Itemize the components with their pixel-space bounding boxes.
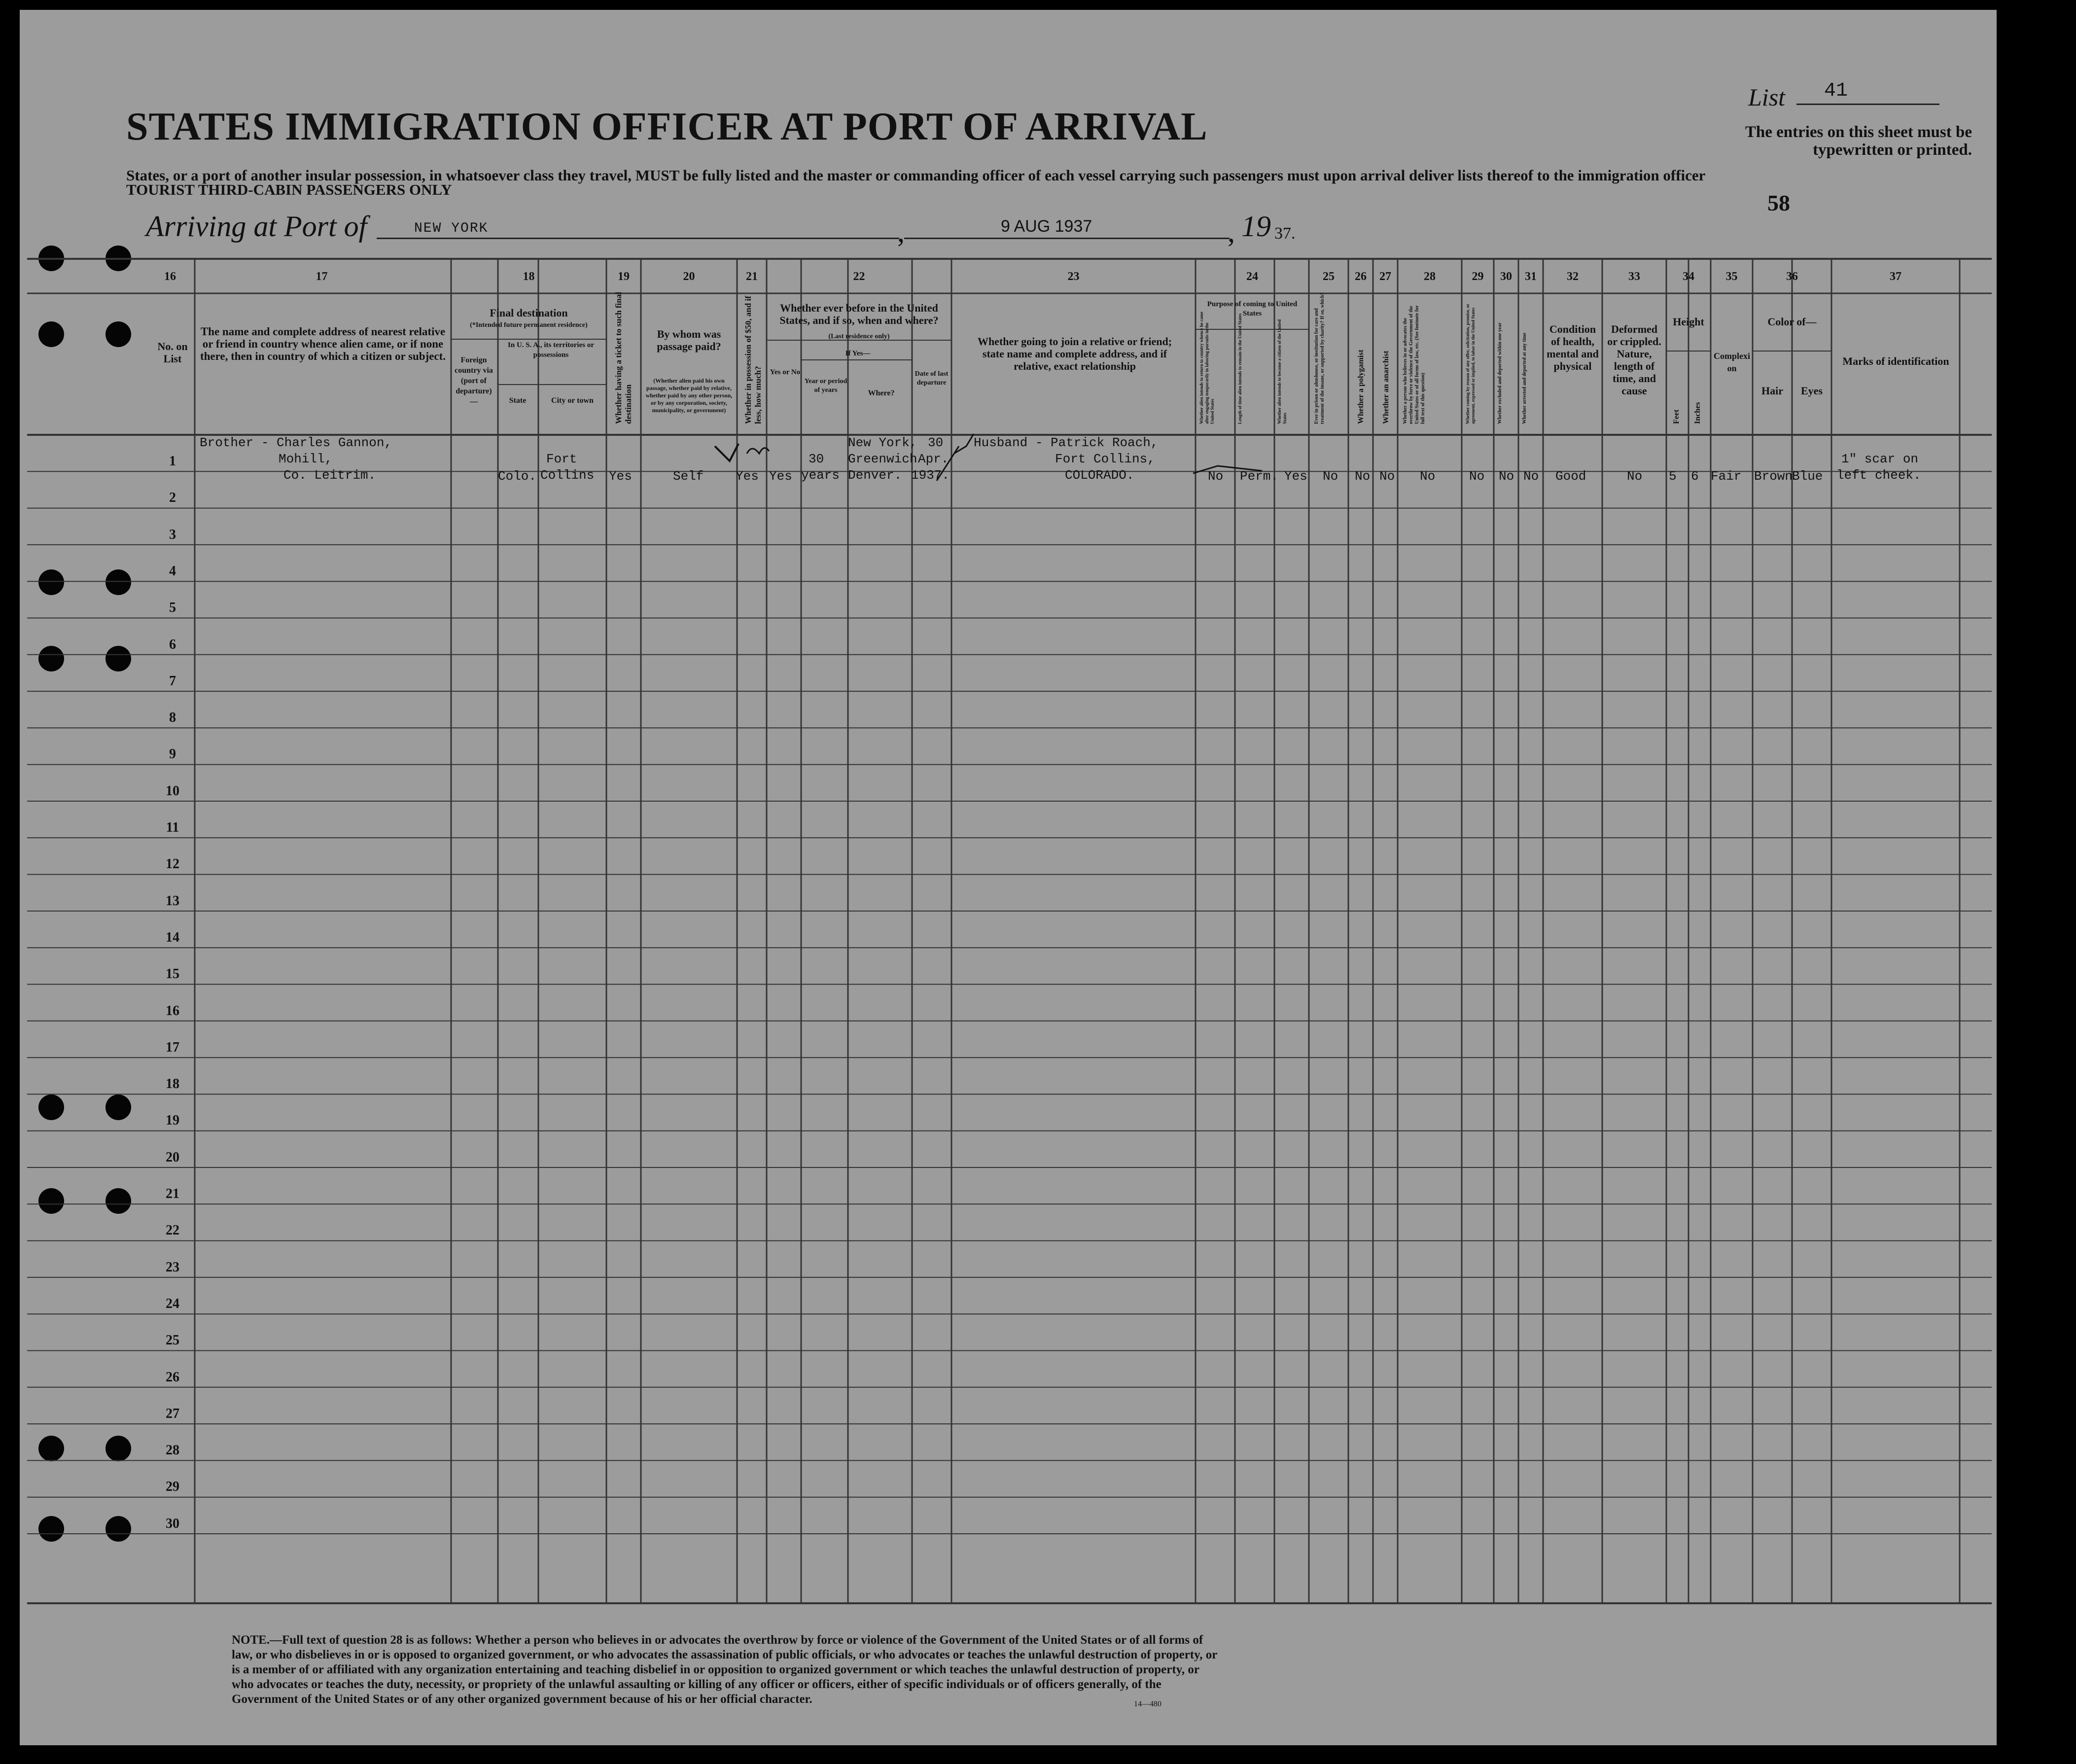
col-num-24: 24 (1246, 270, 1258, 283)
row-number: 15 (166, 966, 179, 982)
header-inches: Inches (1693, 402, 1702, 424)
entry-feet: 5 (1669, 469, 1677, 484)
col-num-23: 23 (1067, 270, 1080, 283)
col-num-27: 27 (1379, 270, 1391, 283)
row-number: 5 (169, 600, 176, 616)
col-num-22: 22 (853, 270, 865, 283)
entry-city-line1: Fort (546, 452, 577, 466)
header-if-yes: If Yes— (845, 350, 871, 357)
row-number: 7 (169, 673, 176, 689)
entry-where-line3: Denver. (848, 468, 902, 483)
row-number: 1 (169, 454, 176, 469)
row-number: 16 (166, 1003, 179, 1019)
header-period: Year or period of years (804, 378, 847, 394)
header-color-of: Color of— (1767, 316, 1817, 328)
col-num-36: 36 (1786, 270, 1798, 283)
row-number: 20 (166, 1149, 179, 1165)
col-num-20: 20 (683, 270, 695, 283)
port-value: NEW YORK (414, 221, 489, 236)
entry-relative-line3: Co. Leitrim. (283, 468, 376, 483)
header-last-departure: Date of last departure (915, 370, 949, 387)
header-excluded: Whether excluded and deported within one year (1497, 322, 1503, 424)
header-money: Whether in possession of $50, and if less, how much? (743, 296, 763, 424)
header-health: Condition of health, mental and physical (1547, 323, 1599, 372)
entry-ticket: Yes (609, 469, 632, 484)
entry-prison: No (1323, 469, 1338, 484)
entry-marks-line2: left cheek. (1836, 468, 1921, 483)
row-number: 25 (166, 1333, 179, 1348)
header-complexion: Complexion (1714, 351, 1750, 373)
row-number: 11 (166, 820, 179, 835)
footnote-question-28: NOTE.—Full text of question 28 is as follows: Whether a person who believes in or advocates the overthrow by force or violence of the Government of the United States or of all forms of law, or who disbelieves in or is opposed to organized government, or who advocates the assassination of public officials, or who advocates or teaches the unlawful destruction of property, or is a member of or affiliated with any organization entertaining and teaching disbelief in or opposition to organized government or which teaches the unlawful destruction of property, or who advocates or teaches the duty, necessity, or propriety of the unlawful assaulting or killing of any officer or officers, either of specific individuals or of officers generally, of the Government of the United States or of any other organized government because of his or her official character. (232, 1633, 1217, 1706)
col-num-33: 33 (1628, 270, 1640, 283)
entry-health: Good (1555, 469, 1586, 484)
entry-depart-line3: 1937. (911, 468, 950, 483)
entry-depart-line1: 30 (928, 435, 944, 450)
row-number: 23 (166, 1259, 179, 1275)
arrival-date-stamp: 9 AUG 1937 (1001, 217, 1092, 236)
header-purpose-length: Length of time alien intends to remain in the United States (1237, 313, 1242, 424)
comma: , (897, 215, 905, 248)
header-final-destination: Final destination (490, 307, 568, 319)
row-number: 22 (166, 1223, 179, 1238)
col-num-21: 21 (746, 270, 758, 283)
header-polygamist: Whether a polygamist (1357, 350, 1365, 424)
col-num-37: 37 (1890, 270, 1901, 283)
row-number: 30 (166, 1516, 179, 1531)
row-number: 3 (169, 527, 176, 542)
entry-money: Yes (736, 469, 759, 484)
entry-join-line1: Husband - Patrick Roach, (974, 435, 1159, 450)
entry-period-line2: years (801, 468, 840, 483)
entry-question-29: No (1469, 469, 1485, 484)
entry-complexion: Fair (1711, 469, 1742, 484)
list-number: 41 (1824, 80, 1848, 102)
entry-question-30: No (1499, 469, 1514, 484)
header-anarchist: Whether an anarchist (1382, 351, 1390, 424)
entry-relative-line1: Brother - Charles Gannon, (200, 435, 392, 450)
header-ticket: Whether having a ticket to such final destination (614, 292, 633, 424)
col-num-28: 28 (1424, 270, 1436, 283)
header-arrested: Whether arrested and deported at any time (1522, 332, 1527, 424)
intro-text: States, or a port of another insular possession, in whatsoever class they travel, MUST be fully listed and the master or commanding officer of each vessel carrying such passengers must upon arrival deliver lists thereof to the immigration officer (126, 167, 1706, 184)
col-num-16: 16 (164, 270, 176, 283)
header-passage-paid-note: (Whether alien paid his own passage, whether paid by relative, whether paid by any other person, or by any corporation, society, municipality, or government) (645, 377, 733, 414)
header-purpose: Purpose of coming to United States (1207, 300, 1298, 318)
header-passage-paid: By whom was passage paid? (657, 328, 721, 353)
entry-where-line1: New York, (848, 435, 917, 450)
header-purpose-return: Whether alien intends to return to country whence he came after engaging temporarily in laboring pursuits in the United States (1199, 312, 1215, 424)
entry-polygamist: No (1355, 469, 1371, 484)
entry-marks-line1: 1" scar on (1841, 452, 1919, 466)
header-ever-before-note: (Last residence only) (828, 333, 890, 340)
row-number: 19 (166, 1113, 179, 1129)
header-final-destination-note: (*Intended future permanent residence) (470, 321, 588, 329)
entry-question-28: No (1420, 469, 1436, 484)
header-going-to-join: Whether going to join a relative or friend; state name and complete address, and if relative, exact relationship (977, 335, 1172, 372)
entry-deformed: No (1627, 469, 1643, 484)
arriving-label: Arriving at Port of (146, 210, 367, 243)
header-yes-no: Yes or No (770, 368, 801, 376)
entry-anarchist: No (1379, 469, 1395, 484)
entry-eyes: Blue (1792, 469, 1823, 484)
row-number: 26 (166, 1369, 179, 1385)
header-state: State (509, 396, 527, 405)
row-number: 14 (166, 929, 179, 945)
col-num-30: 30 (1500, 270, 1512, 283)
header-feet: Feet (1672, 409, 1681, 424)
page-number: 58 (1767, 190, 1790, 215)
row-number: 29 (166, 1479, 179, 1495)
header-nearest-relative: The name and complete address of nearest relative or friend in country whence alien came, or if none there, then in country of which a citizen or subject. (200, 325, 446, 362)
row-number: 4 (169, 563, 176, 579)
col-num-34: 34 (1683, 270, 1694, 283)
header-in-usa: In U. S. A., its territories or possessions (508, 341, 594, 359)
header-height: Height (1673, 316, 1704, 328)
col-num-17: 17 (316, 270, 328, 283)
year-suffix: 37. (1274, 224, 1296, 243)
header-city: City or town (551, 396, 594, 405)
form-number: 14—480 (1134, 1700, 1161, 1708)
row-number: 6 (169, 636, 176, 652)
list-label: List (1748, 83, 1786, 111)
entry-city-line2: Collins (540, 468, 595, 483)
year-prefix: 19 (1241, 210, 1271, 243)
header-purpose-citizen: Whether alien intends to become a citizen of the United States (1277, 319, 1287, 424)
entry-state: Colo. (498, 469, 537, 484)
entry-before-yes-no: Yes (769, 469, 792, 484)
typewritten-note: The entries on this sheet must be typewritten or printed. (1745, 123, 1972, 159)
col-num-19: 19 (618, 270, 630, 283)
row-number: 12 (166, 856, 179, 872)
comma: , (1228, 215, 1235, 248)
col-num-25: 25 (1323, 270, 1335, 283)
entry-length: Perm. (1240, 469, 1279, 484)
row-number: 28 (166, 1443, 179, 1458)
row-number: 8 (169, 710, 176, 726)
entry-question-31: No (1523, 469, 1539, 484)
header-where: Where? (868, 389, 895, 397)
row-number: 9 (169, 746, 176, 762)
entry-join-line3: COLORADO. (1065, 468, 1134, 483)
header-hair: Hair (1761, 385, 1783, 397)
entry-depart-line2: Apr. (918, 452, 949, 466)
entry-paid-by: Self (673, 469, 704, 484)
entry-join-line2: Fort Collins, (1055, 452, 1155, 466)
col-num-29: 29 (1472, 270, 1484, 283)
header-question-28: Whether a person who believes in or advocates the overthrow by force or violence of the Government of the United States or of all forms of law, etc. (See footnote for full text of this question) (1403, 305, 1426, 424)
col-num-35: 35 (1725, 270, 1738, 283)
col-num-18: 18 (523, 270, 535, 283)
entry-period-line1: 30 (809, 452, 824, 466)
header-ever-before: Whether ever before in the United States, and if so, when and where? (779, 302, 939, 326)
row-number: 18 (166, 1076, 179, 1092)
header-foreign-country: Foreign country via (port of departure)— (455, 356, 493, 406)
entry-where-line2: Greenwich (848, 452, 917, 466)
row-number: 24 (166, 1296, 179, 1311)
entry-inches: 6 (1691, 469, 1699, 484)
col-num-31: 31 (1525, 270, 1537, 283)
row-number: 17 (166, 1039, 179, 1055)
col-num-26: 26 (1355, 270, 1367, 283)
passenger-class: TOURIST THIRD-CABIN PASSENGERS ONLY (126, 181, 452, 198)
header-no-on-list: No. on List (157, 340, 188, 365)
header-eyes: Eyes (1801, 385, 1823, 397)
row-number: 10 (166, 783, 179, 799)
row-number: 21 (166, 1186, 179, 1201)
entry-relative-line2: Mohill, (279, 452, 333, 466)
entry-return: No (1208, 469, 1224, 484)
header-prison: Ever in prison or almshouse, or institution for care and treatment of the insane, or supported by charity? If so, which? (1314, 292, 1325, 424)
form-title: STATES IMMIGRATION OFFICER AT PORT OF ARRIVAL (126, 105, 1208, 148)
entry-citizen: Yes (1284, 469, 1307, 484)
row-number: 2 (169, 490, 176, 506)
header-labor-offer: Whether coming by reason of any offer, solicitation, promise, or agreement, expressed or implied, to labor in the United States (1465, 304, 1476, 424)
row-number: 13 (166, 893, 179, 909)
header-marks: Marks of identification (1842, 355, 1949, 367)
header-deformed: Deformed or crippled. Nature, length of time, and cause (1607, 323, 1661, 397)
col-num-32: 32 (1567, 270, 1579, 283)
row-number: 27 (166, 1406, 179, 1421)
entry-hair: Brown (1754, 469, 1793, 484)
